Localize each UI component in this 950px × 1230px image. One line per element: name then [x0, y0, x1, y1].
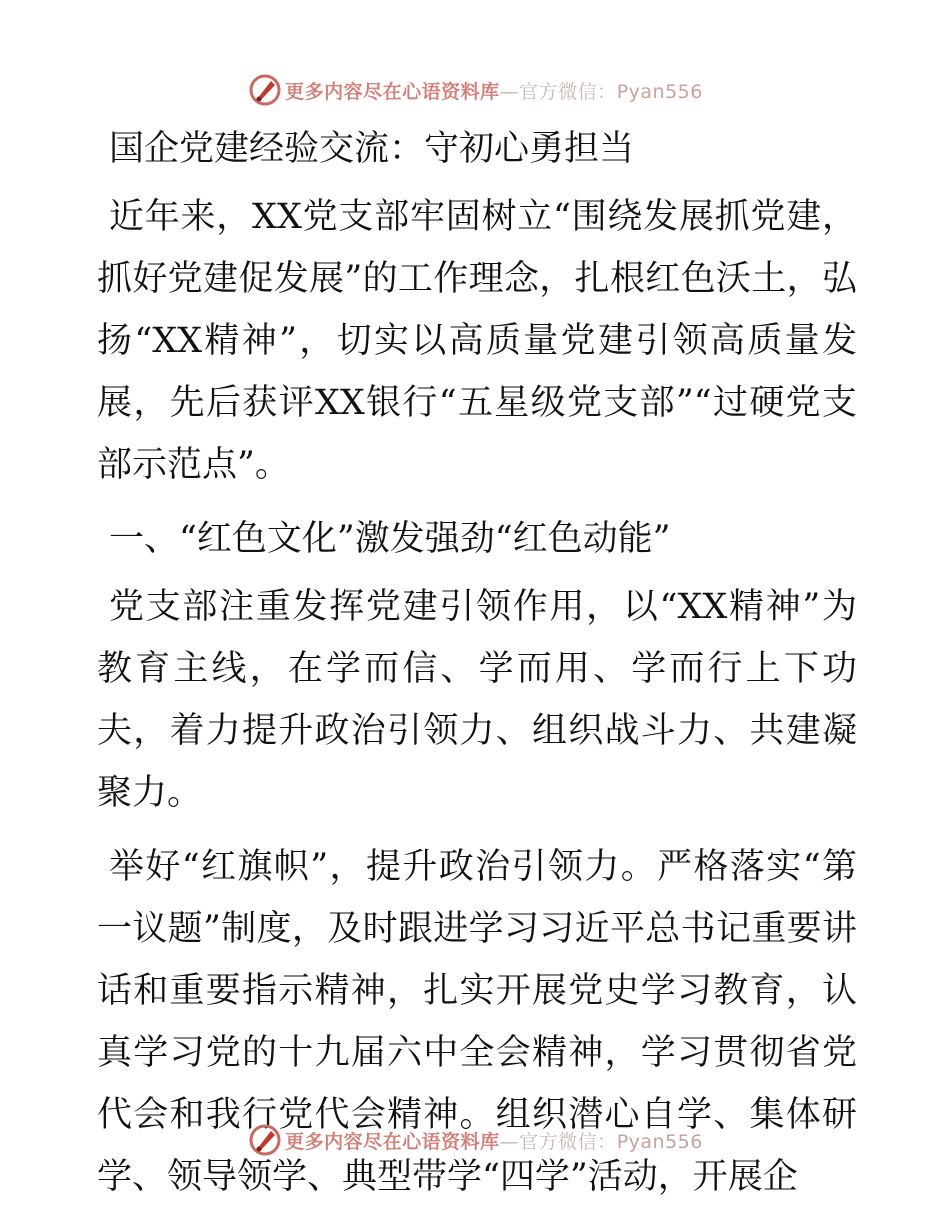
paragraph-red-flag: 举好“红旗帜”，提升政治引领力。严格落实“第一议题”制度，及时跟进学习习近平总书记重要讲话和重要指示精神，扎实开展党史学习教育，认真学习党的十九届六中全会精神，学习贯彻省党代会和我行党代会精神。组织潜心自学、集体研学、领导领学、典型带学“四学”活动，开展企	[97, 847, 857, 1197]
paragraph-section-intro: 党支部注重发挥党建引领作用，以“XX精神”为教育主线，在学而信、学而用、学而行上下功夫，着力提升政治引领力、组织战斗力、共建凝聚力。	[97, 587, 857, 813]
pen-nib-circle-icon	[247, 72, 283, 108]
watermark-banner-top	[0, 70, 950, 110]
document-body	[97, 118, 857, 1220]
document-title: 国企党建经验交流：守初心勇担当	[109, 129, 635, 169]
watermark-text: 更多内容尽在心语资料库—官方微信：Pyan556	[285, 80, 703, 103]
watermark-text: 更多内容尽在心语资料库—官方微信：Pyan556	[285, 1130, 703, 1153]
paragraph-intro: 近年来，XX党支部牢固树立“围绕发展抓党建，抓好党建促发展”的工作理念，扎根红色沃土，弘扬“XX精神”，切实以高质量党建引领高质量发展，先后获评XX银行“五星级党支部”“过硬党支部示范点”。	[97, 197, 857, 485]
section-heading-1: 一、“红色文化”激发强劲“红色动能”	[109, 519, 671, 559]
pen-nib-circle-icon	[247, 1122, 283, 1158]
watermark-banner-bottom	[0, 1120, 950, 1160]
